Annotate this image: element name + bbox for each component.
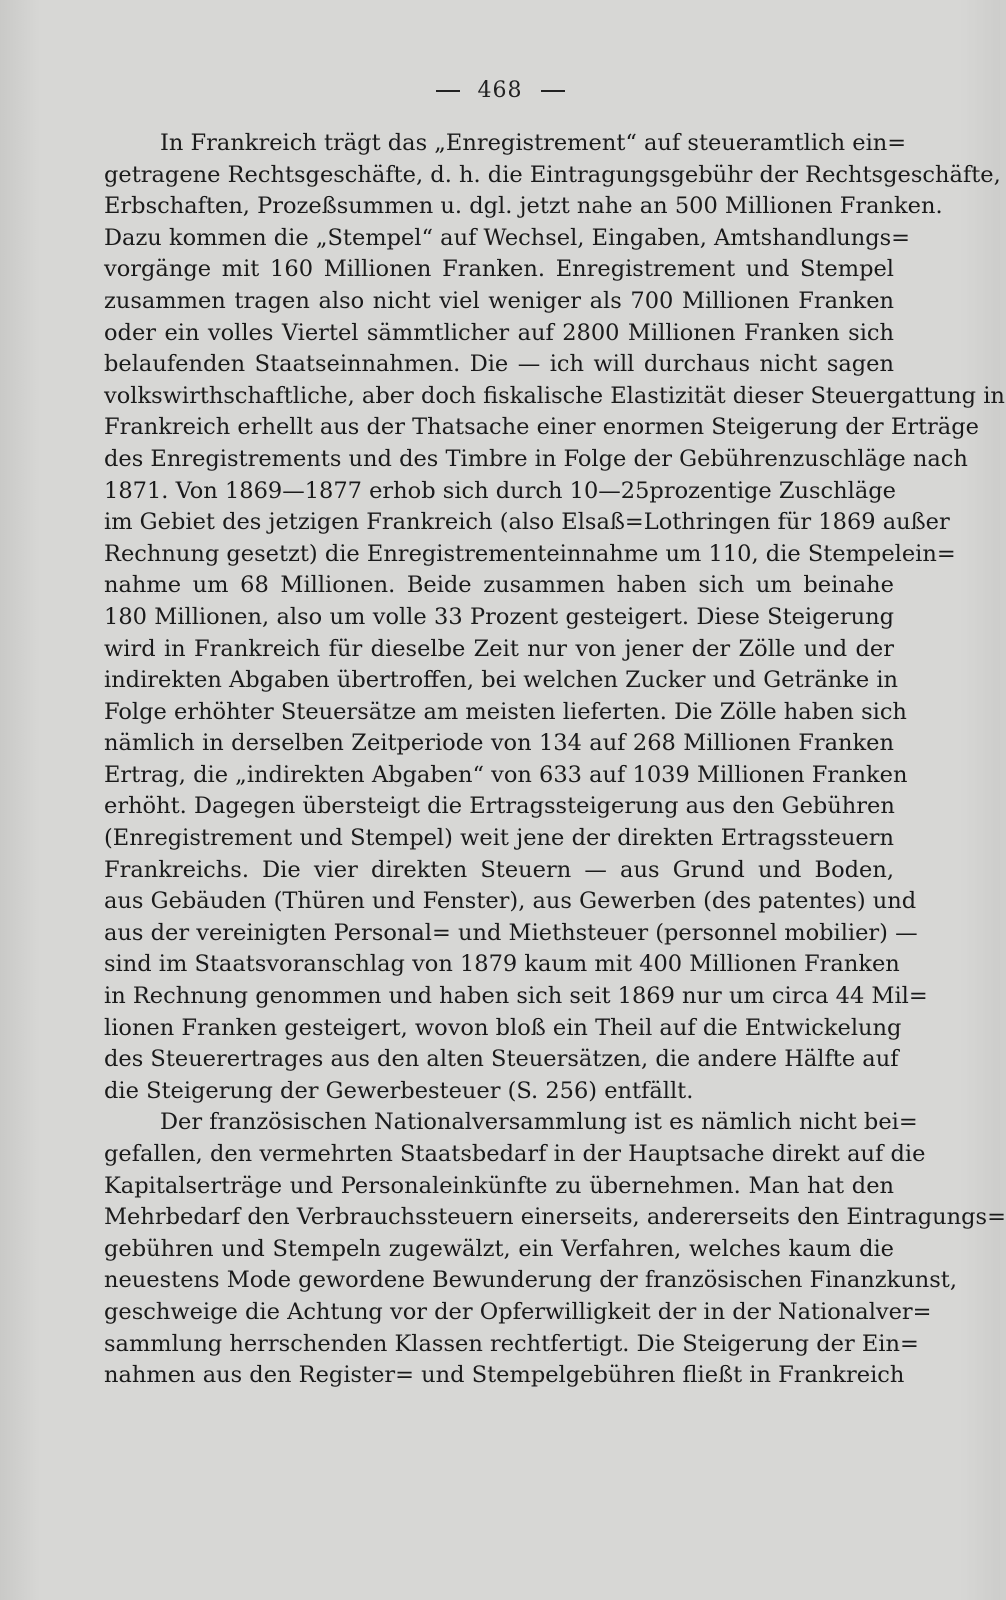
text-line: Rechnung gesetzt) die Enregistrementeinnahme um 110, die Stempelein=: [104, 540, 956, 567]
body-text: [104, 128, 1006, 1392]
text-line: lionen Franken gesteigert, wovon bloß ein Theil auf die Entwickelung: [104, 1014, 902, 1041]
paragraph: [104, 128, 1005, 1107]
text-line: sammlung herrschenden Klassen rechtfertigt. Die Steigerung der Ein=: [104, 1330, 919, 1357]
text-line: geschweige die Achtung vor der Opferwilligkeit der in der Nationalver=: [104, 1298, 932, 1325]
text-line: Erbschaften, Prozeßsummen u. dgl. jetzt nahe an 500 Millionen Franken.: [104, 193, 943, 220]
text-line: Folge erhöhter Steuersätze am meisten lieferten. Die Zölle haben sich: [104, 698, 907, 725]
text-line: sind im Staatsvoranschlag von 1879 kaum mit 400 Millionen Franken: [104, 951, 900, 978]
text-line: oder ein volles Viertel sämmtlicher auf 2800 Millionen Franken sich: [104, 319, 894, 346]
text-line: in Rechnung genommen und haben sich seit 1869 nur um circa 44 Mil=: [104, 983, 928, 1010]
text-line: Kapitalserträge und Personaleinkünfte zu übernehmen. Man hat den: [104, 1172, 894, 1199]
text-line: aus Gebäuden (Thüren und Fenster), aus Gewerben (des patentes) und: [104, 888, 917, 915]
text-line: getragene Rechtsgeschäfte, d. h. die Eintragungsgebühr der Rechtsgeschäfte,: [104, 161, 1001, 188]
text-line: indirekten Abgaben übertroffen, bei welchen Zucker und Getränke in: [104, 667, 899, 694]
page-number-value: 468: [477, 78, 523, 103]
text-line: belaufenden Staatseinnahmen. Die — ich will durchaus nicht sagen: [104, 351, 894, 378]
page-number-dash-right: [541, 90, 565, 92]
text-line: aus der vereinigten Personal= und Miethsteuer (personnel mobilier) —: [104, 919, 918, 946]
text-line: im Gebiet des jetzigen Frankreich (also Elsaß=Lothringen für 1869 außer: [104, 509, 950, 536]
text-line: Dazu kommen die „Stempel“ auf Wechsel, Eingaben, Amtshandlungs=: [104, 224, 911, 251]
text-line: In Frankreich trägt das „Enregistrement“ auf steueramtlich ein=: [160, 130, 907, 156]
text-line: nahme um 68 Millionen. Beide zusammen haben sich um beinahe: [104, 572, 894, 599]
text-line: zusammen tragen also nicht viel weniger als 700 Millionen Franken: [104, 287, 894, 314]
page-number: [0, 78, 1000, 103]
text-line: Frankreichs. Die vier direkten Steuern — aus Grund und Boden,: [104, 856, 894, 883]
text-line: nämlich in derselben Zeitperiode von 134 auf 268 Millionen Franken: [104, 730, 894, 757]
text-line: 180 Millionen, also um volle 33 Prozent gesteigert. Diese Steigerung: [104, 603, 894, 630]
text-line: des Steuerertrages aus den alten Steuersätzen, die andere Hälfte auf: [104, 1046, 899, 1073]
text-line: des Enregistrements und des Timbre in Folge der Gebührenzuschläge nach: [104, 445, 968, 472]
text-line: gebühren und Stempeln zugewälzt, ein Verfahren, welches kaum die: [104, 1235, 894, 1262]
text-line: wird in Frankreich für dieselbe Zeit nur von jener der Zölle und der: [104, 635, 894, 662]
paragraph: [104, 1107, 1006, 1391]
text-line: neuestens Mode gewordene Bewunderung der französischen Finanzkunst,: [104, 1267, 957, 1294]
text-line: 1871. Von 1869—1877 erhob sich durch 10—25prozentige Zuschläge: [104, 477, 896, 504]
page-number-dash-left: [436, 90, 460, 92]
text-line: vorgänge mit 160 Millionen Franken. Enregistrement und Stempel: [104, 256, 894, 283]
text-line: volkswirthschaftliche, aber doch fiskalische Elastizität dieser Steuergattung in: [104, 382, 1005, 409]
text-line: (Enregistrement und Stempel) weit jene der direkten Ertragssteuern: [104, 825, 894, 852]
text-line: Mehrbedarf den Verbrauchssteuern einerseits, andererseits den Eintragungs=: [104, 1204, 1006, 1231]
text-line: Der französischen Nationalversammlung ist es nämlich nicht bei=: [160, 1109, 918, 1136]
text-line: nahmen aus den Register= und Stempelgebühren fließt in Frankreich: [104, 1362, 905, 1389]
text-line: die Steigerung der Gewerbesteuer (S. 256) entfällt.: [104, 1077, 694, 1104]
text-line: gefallen, den vermehrten Staatsbedarf in der Hauptsache direkt auf die: [104, 1141, 926, 1167]
text-line: erhöht. Dagegen übersteigt die Ertragssteigerung aus den Gebühren: [104, 793, 895, 820]
text-line: Ertrag, die „indirekten Abgaben“ von 633 auf 1039 Millionen Franken: [104, 761, 908, 788]
text-line: Frankreich erhellt aus der Thatsache einer enormen Steigerung der Erträge: [104, 414, 979, 441]
